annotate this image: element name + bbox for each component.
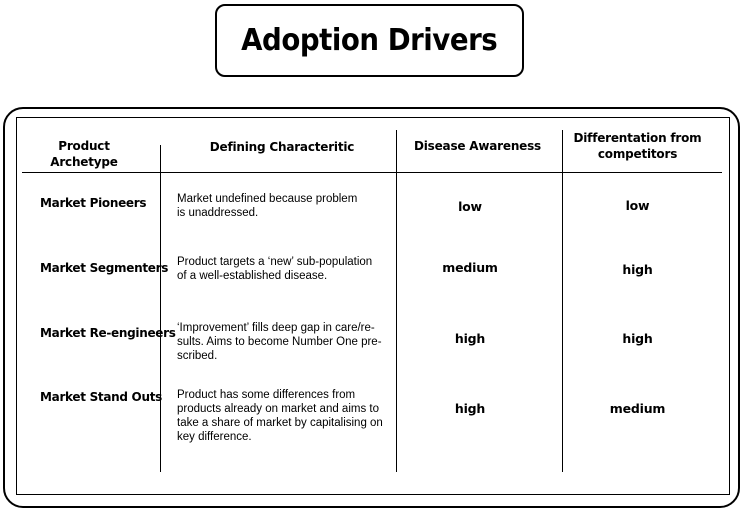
awareness-cell: high bbox=[454, 401, 486, 416]
characteristic-line: ‘Improvement’ fills deep gap in care/re- bbox=[177, 322, 375, 334]
title-box bbox=[215, 4, 524, 77]
header-differentiation bbox=[570, 130, 705, 162]
characteristic-line: key difference. bbox=[177, 431, 252, 443]
characteristic-line: is unaddressed. bbox=[177, 207, 259, 219]
characteristic-cell bbox=[177, 388, 399, 444]
differentiation-cell: high bbox=[622, 331, 653, 346]
header-differentiation-line2: competitors bbox=[597, 147, 678, 161]
characteristic-line: sults. Aims to become Number One pre- bbox=[177, 336, 382, 348]
header-differentiation-line1: Differentation from bbox=[573, 131, 702, 145]
characteristic-line: scribed. bbox=[177, 350, 218, 362]
differentiation-cell: high bbox=[622, 262, 653, 277]
header-awareness: Disease Awareness bbox=[413, 139, 541, 153]
archetype-cell: Market Stand Outs bbox=[40, 390, 162, 404]
characteristic-line: of a well-established disease. bbox=[177, 270, 328, 282]
page-title: Adoption Drivers bbox=[241, 23, 498, 58]
column-divider-3 bbox=[562, 130, 563, 472]
archetype-cell: Market Segmenters bbox=[40, 261, 169, 275]
header-archetype: Product Archetype bbox=[50, 139, 118, 169]
awareness-cell: medium bbox=[442, 260, 498, 275]
header-characteristic: Defining Characteritic bbox=[209, 140, 355, 154]
column-divider-1 bbox=[160, 145, 161, 472]
characteristic-line: Product targets a ‘new’ sub-population bbox=[177, 256, 373, 268]
awareness-cell: low bbox=[458, 199, 482, 214]
differentiation-cell: medium bbox=[609, 401, 666, 416]
characteristic-line: Product has some differences from bbox=[177, 389, 356, 401]
characteristic-cell bbox=[177, 321, 399, 363]
header-divider bbox=[22, 172, 722, 173]
characteristic-cell bbox=[177, 255, 399, 283]
archetype-cell: Market Re-engineers bbox=[40, 326, 176, 340]
characteristic-line: products already on market and aims to bbox=[177, 403, 379, 415]
awareness-cell: high bbox=[454, 331, 486, 346]
characteristic-cell bbox=[177, 192, 399, 220]
characteristic-line: take a share of market by capitalising on bbox=[177, 417, 383, 429]
characteristic-line: Market undefined because problem bbox=[177, 193, 358, 205]
archetype-cell: Market Pioneers bbox=[40, 196, 147, 210]
differentiation-cell: low bbox=[625, 198, 650, 213]
